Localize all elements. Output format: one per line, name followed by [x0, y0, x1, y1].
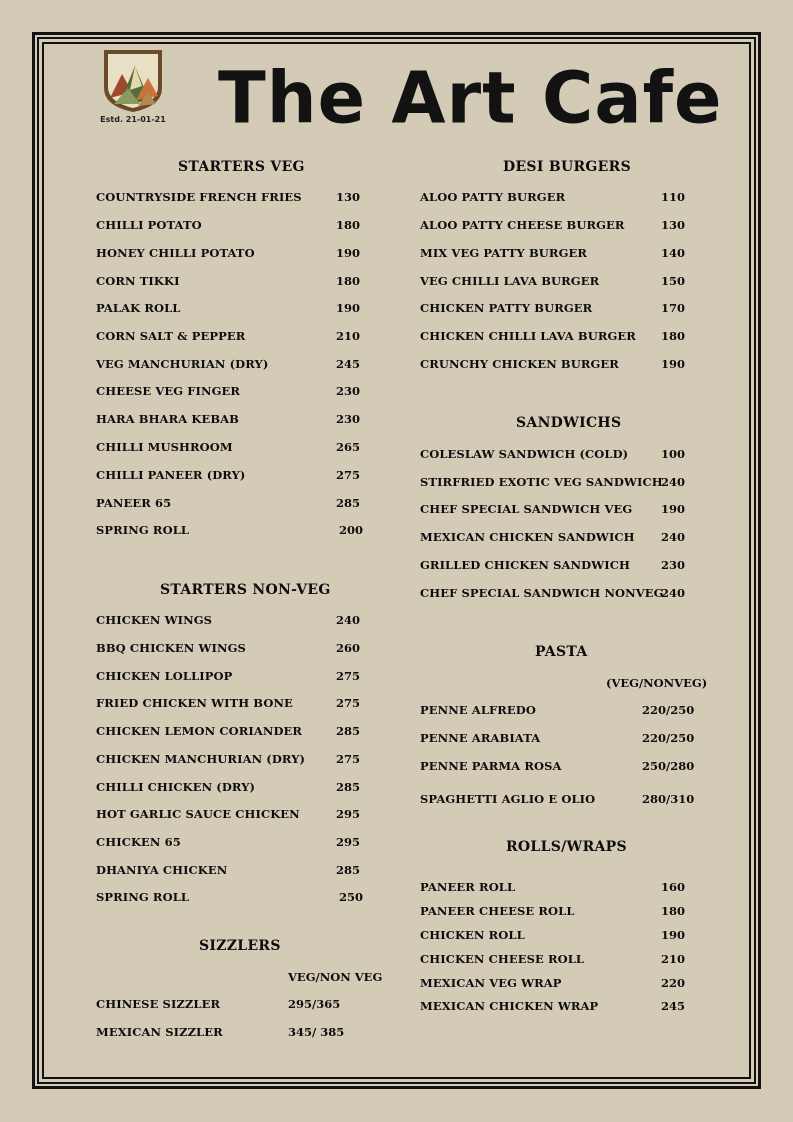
- section-title-starters-veg: STARTERS VEG: [178, 159, 305, 175]
- menu-item-price: 230: [336, 384, 361, 398]
- menu-item-price: 275: [336, 669, 361, 683]
- menu-item-name: COLESLAW SANDWICH (COLD): [420, 447, 629, 461]
- menu-item-name: MEXICAN SIZZLER: [96, 1025, 223, 1039]
- menu-item-name: CHILLI CHICKEN (DRY): [96, 780, 256, 794]
- menu-item-name: CHICKEN MANCHURIAN (DRY): [96, 752, 306, 766]
- cafe-logo-icon: [102, 48, 164, 114]
- menu-item-name: CHICKEN 65: [96, 835, 181, 849]
- menu-item-name: PANEER 65: [96, 496, 172, 510]
- menu-item-name: PENNE ARABIATA: [420, 731, 541, 745]
- menu-item-name: GRILLED CHICKEN SANDWICH: [420, 558, 630, 572]
- menu-item-name: MEXICAN CHICKEN WRAP: [420, 999, 599, 1013]
- menu-item-price: 190: [336, 301, 361, 315]
- menu-item-price: 245: [336, 357, 361, 371]
- menu-item-name: MEXICAN CHICKEN SANDWICH: [420, 530, 635, 544]
- menu-item-price: 260: [336, 641, 361, 655]
- menu-item-price: 250: [339, 890, 364, 904]
- menu-item-price: 285: [336, 496, 361, 510]
- menu-item-price: 245: [661, 999, 686, 1013]
- menu-item-name: CHICKEN LEMON CORIANDER: [96, 724, 303, 738]
- menu-item-name: CHICKEN ROLL: [420, 928, 525, 942]
- cafe-title: The Art Cafe: [218, 56, 723, 140]
- menu-item-name: CRUNCHY CHICKEN BURGER: [420, 357, 619, 371]
- menu-item-price: 100: [661, 447, 686, 461]
- menu-item-price: 240: [336, 613, 361, 627]
- menu-item-price: 220/250: [642, 703, 695, 717]
- menu-item-price: 130: [661, 218, 686, 232]
- section-title-sizzlers: SIZZLERS: [199, 938, 281, 954]
- menu-item-price: 280/310: [642, 792, 695, 806]
- menu-item-name: CHINESE SIZZLER: [96, 997, 221, 1011]
- menu-item-name: PALAK ROLL: [96, 301, 181, 315]
- menu-item-name: PENNE PARMA ROSA: [420, 759, 562, 773]
- menu-item-name: ALOO PATTY BURGER: [420, 190, 566, 204]
- menu-item-name: CHILLI MUSHROOM: [96, 440, 233, 454]
- menu-item-name: COUNTRYSIDE FRENCH FRIES: [96, 190, 302, 204]
- menu-item-name: CHICKEN LOLLIPOP: [96, 669, 233, 683]
- menu-item-price: 200: [339, 523, 364, 537]
- menu-item-price: 180: [661, 904, 686, 918]
- menu-item-price: 295/365: [288, 997, 341, 1011]
- menu-item-name: CHICKEN CHEESE ROLL: [420, 952, 585, 966]
- section-title-pasta: PASTA: [535, 644, 588, 660]
- menu-item-price: 190: [661, 357, 686, 371]
- menu-item-price: 210: [336, 329, 361, 343]
- menu-item-price: 210: [661, 952, 686, 966]
- menu-item-name: PANEER CHEESE ROLL: [420, 904, 575, 918]
- menu-item-name: PENNE ALFREDO: [420, 703, 536, 717]
- menu-item-name: CHEF SPECIAL SANDWICH NONVEG: [420, 586, 664, 600]
- menu-item-price: 180: [336, 274, 361, 288]
- menu-item-name: VEG MANCHURIAN (DRY): [96, 357, 269, 371]
- menu-item-name: HOT GARLIC SAUCE CHICKEN: [96, 807, 300, 821]
- menu-item-name: MIX VEG PATTY BURGER: [420, 246, 588, 260]
- menu-item-price: 230: [336, 412, 361, 426]
- sizzlers-note: VEG/NON VEG: [288, 970, 383, 984]
- menu-item-price: 180: [661, 329, 686, 343]
- menu-item-price: 345/ 385: [288, 1025, 345, 1039]
- section-title-starters-nonveg: STARTERS NON-VEG: [160, 582, 331, 598]
- menu-item-name: FRIED CHICKEN WITH BONE: [96, 696, 293, 710]
- menu-item-name: BBQ CHICKEN WINGS: [96, 641, 246, 655]
- menu-item-price: 295: [336, 807, 361, 821]
- menu-item-name: ALOO PATTY CHEESE BURGER: [420, 218, 625, 232]
- section-title-rolls-wraps: ROLLS/WRAPS: [506, 839, 627, 855]
- menu-item-price: 160: [661, 880, 686, 894]
- menu-item-price: 285: [336, 724, 361, 738]
- menu-item-name: CHICKEN WINGS: [96, 613, 213, 627]
- menu-item-name: CHILLI PANEER (DRY): [96, 468, 246, 482]
- menu-item-price: 240: [661, 586, 686, 600]
- section-title-sandwichs: SANDWICHS: [516, 415, 622, 431]
- menu-item-name: STIRFRIED EXOTIC VEG SANDWICH: [420, 475, 663, 489]
- menu-item-price: 285: [336, 863, 361, 877]
- menu-item-name: CORN TIKKI: [96, 274, 180, 288]
- menu-item-name: CHILLI POTATO: [96, 218, 202, 232]
- menu-item-name: CHEESE VEG FINGER: [96, 384, 241, 398]
- menu-item-price: 130: [336, 190, 361, 204]
- menu-item-name: MEXICAN VEG WRAP: [420, 976, 562, 990]
- menu-item-price: 240: [661, 475, 686, 489]
- menu-item-price: 265: [336, 440, 361, 454]
- menu-item-name: SPRING ROLL: [96, 890, 190, 904]
- menu-item-price: 250/280: [642, 759, 695, 773]
- menu-item-price: 240: [661, 530, 686, 544]
- menu-item-price: 180: [336, 218, 361, 232]
- menu-item-name: HARA BHARA KEBAB: [96, 412, 239, 426]
- menu-item-price: 110: [661, 190, 686, 204]
- menu-item-name: CHICKEN PATTY BURGER: [420, 301, 593, 315]
- menu-item-price: 190: [661, 502, 686, 516]
- menu-item-price: 275: [336, 696, 361, 710]
- menu-item-name: SPAGHETTI AGLIO E OLIO: [420, 792, 596, 806]
- menu-item-name: VEG CHILLI LAVA BURGER: [420, 274, 600, 288]
- menu-item-name: CHEF SPECIAL SANDWICH VEG: [420, 502, 633, 516]
- menu-item-name: HONEY CHILLI POTATO: [96, 246, 255, 260]
- menu-item-name: CORN SALT & PEPPER: [96, 329, 246, 343]
- menu-item-price: 275: [336, 752, 361, 766]
- menu-item-price: 140: [661, 246, 686, 260]
- menu-item-price: 285: [336, 780, 361, 794]
- menu-item-price: 220/250: [642, 731, 695, 745]
- menu-item-name: DHANIYA CHICKEN: [96, 863, 228, 877]
- menu-item-name: CHICKEN CHILLI LAVA BURGER: [420, 329, 636, 343]
- section-title-desi-burgers: DESI BURGERS: [503, 159, 631, 175]
- menu-item-price: 150: [661, 274, 686, 288]
- menu-item-price: 190: [661, 928, 686, 942]
- menu-item-price: 275: [336, 468, 361, 482]
- pasta-note: (VEG/NONVEG): [606, 676, 708, 690]
- established-date: Estd. 21-01-21: [100, 115, 166, 124]
- menu-item-name: SPRING ROLL: [96, 523, 190, 537]
- menu-item-price: 190: [336, 246, 361, 260]
- menu-item-price: 220: [661, 976, 686, 990]
- menu-item-price: 230: [661, 558, 686, 572]
- menu-item-price: 295: [336, 835, 361, 849]
- menu-item-price: 170: [661, 301, 686, 315]
- menu-item-name: PANEER ROLL: [420, 880, 516, 894]
